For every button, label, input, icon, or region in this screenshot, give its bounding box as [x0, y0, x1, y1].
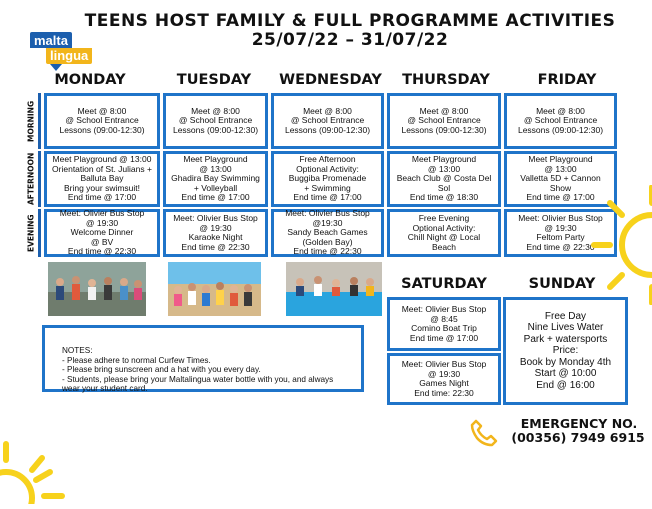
photo-pool-party: [286, 262, 382, 316]
emergency-label: EMERGENCY NO.: [520, 416, 638, 431]
cell-friday-afternoon: Meet Playground @ 13:00 Valletta 5D + Cannon Show End time @ 17:00: [504, 151, 617, 207]
cell-sunday: Free Day Nine Lives Water Park + watersports Price: Book by Monday 4th Start @ 10:00 End @ 16:00: [503, 297, 628, 405]
cell-saturday-morning: Meet: Olivier Bus Stop @ 8:45 Comino Boat Trip End time @ 17:00: [387, 297, 501, 351]
logo-speech-tail: [50, 64, 62, 71]
cell-monday-afternoon: Meet Playground @ 13:00 Orientation of St. Julians + Balluta Bay Bring your swimsuit! End time @ 17:00: [44, 151, 160, 207]
date-range: 25/07/22 – 31/07/22: [251, 30, 449, 50]
photo-group-beach: [168, 262, 261, 316]
row-divider-morning: [38, 93, 41, 149]
cell-thursday-morning: Meet @ 8:00 @ School Entrance Lessons (09:00-12:30): [387, 93, 501, 149]
cell-thursday-evening: Free Evening Optional Activity: Chill Night @ Local Beach: [387, 209, 501, 257]
row-label-evening: EVENING: [26, 214, 36, 252]
cell-tuesday-afternoon: Meet Playground @ 13:00 Ghadira Bay Swimming + Volleyball End time @ 17:00: [163, 151, 268, 207]
sun-icon: [0, 408, 80, 509]
cell-saturday-evening: Meet: Olivier Bus Stop @ 19:30 Games Night End time: 22:30: [387, 353, 501, 405]
day-header-thursday: THURSDAY: [402, 72, 490, 88]
cell-monday-evening: Meet: Olivier Bus Stop @ 19:30 Welcome Dinner @ BV End time @ 22:30: [44, 209, 160, 257]
day-header-wednesday: WEDNESDAY: [279, 72, 382, 88]
notes-box: NOTES: - Please adhere to normal Curfew Times. - Please bring sunscreen and a hat with you every day. - Students, please bring your Maltalingua water bottle with you, and always wear your student card.: [42, 325, 364, 392]
logo-word-malta: malta: [30, 32, 72, 48]
day-header-monday: MONDAY: [54, 72, 126, 88]
day-header-friday: FRIDAY: [537, 72, 597, 88]
maltalingua-logo: [30, 32, 89, 64]
row-label-morning: MORNING: [26, 100, 36, 142]
page-title: TEENS HOST FAMILY & FULL PROGRAMME ACTIVITIES: [84, 11, 616, 31]
sun-icon: [590, 185, 652, 310]
cell-friday-morning: Meet @ 8:00 @ School Entrance Lessons (09:00-12:30): [504, 93, 617, 149]
row-divider-evening: [38, 209, 41, 257]
emergency-number: (00356) 7949 6915: [511, 430, 645, 445]
cell-friday-evening: Meet: Olivier Bus Stop @ 19:30 Feltom Party End time @ 22:30: [504, 209, 617, 257]
cell-wednesday-morning: Meet @ 8:00 @ School Entrance Lessons (09:00-12:30): [271, 93, 384, 149]
day-header-sunday: SUNDAY: [528, 276, 596, 292]
day-header-tuesday: TUESDAY: [176, 72, 252, 88]
cell-thursday-afternoon: Meet Playground @ 13:00 Beach Club @ Costa Del Sol End time @ 18:30: [387, 151, 501, 207]
cell-monday-morning: Meet @ 8:00 @ School Entrance Lessons (09:00-12:30): [44, 93, 160, 149]
photo-group-outdoors: [48, 262, 146, 316]
row-label-afternoon: AFTERNOON: [26, 152, 36, 206]
cell-wednesday-afternoon: Free Afternoon Optional Activity: Buggiba Promenade + Swimming End time @ 17:00: [271, 151, 384, 207]
phone-icon: [469, 418, 499, 453]
logo-word-lingua: lingua: [46, 48, 92, 64]
day-header-saturday: SATURDAY: [401, 276, 487, 292]
row-divider-afternoon: [38, 151, 41, 207]
cell-tuesday-morning: Meet @ 8:00 @ School Entrance Lessons (09:00-12:30): [163, 93, 268, 149]
cell-tuesday-evening: Meet: Olivier Bus Stop @ 19:30 Karaoke Night End time @ 22:30: [163, 209, 268, 257]
cell-wednesday-evening: Meet: Olivier Bus Stop @19:30 Sandy Beach Games (Golden Bay) End time @ 22:30: [271, 209, 384, 257]
